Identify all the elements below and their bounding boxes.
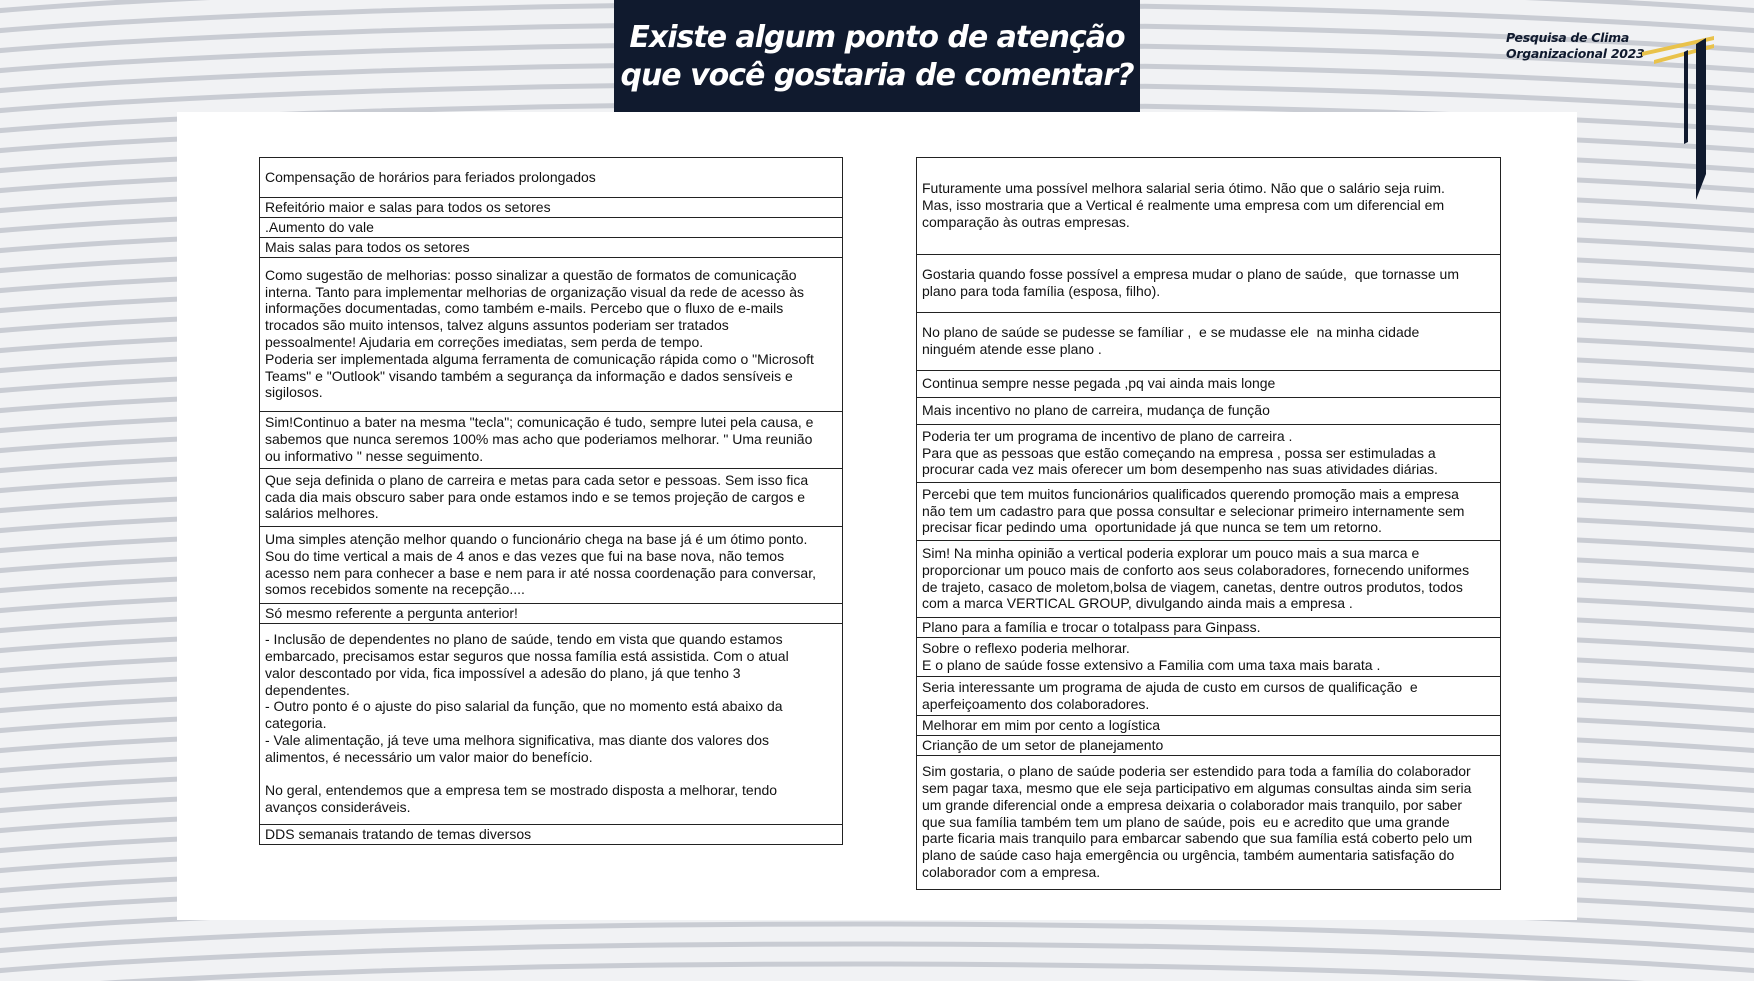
logo-stripe-navy-2: [1696, 38, 1706, 200]
comment-text: Uma simples atenção melhor quando o funcionário chega na base já é um ótimo ponto. Sou do time vertical a mais de 4 anos e das vezes que fui na base nova, não temos acesso nem para conhecer a base e nem para ir até nossa coordenação para conversar, somos recebidos somente na recepção....: [265, 530, 816, 598]
page-title-line-2: que você gostaria de comentar?: [620, 58, 1134, 93]
comment-text: Refeitório maior e salas para todos os setores: [265, 198, 551, 215]
comment-text: Crianção de um setor de planejamento: [922, 736, 1164, 753]
comment-text: Percebi que tem muitos funcionários qualificados querendo promoção mais a empresa não tem um cadastro para que possa consultar e selecionar primeiro internamente sem precisar ficar pedindo uma oportunidade já que nunca se tem um retorno.: [922, 485, 1465, 536]
comment-text: DDS semanais tratando de temas diversos: [265, 825, 532, 842]
comment-row: [260, 158, 842, 197]
comment-text: Plano para a família e trocar o totalpass para Ginpass.: [922, 618, 1261, 635]
comment-row: [917, 617, 1500, 637]
background-wave-line: [0, 944, 1754, 974]
comment-row: [260, 411, 842, 468]
comment-text: Que seja definida o plano de carreira e metas para cada setor e pessoas. Sem isso fica cada dia mais obscuro saber para onde estamos indo e se temos projeção de cargos e salários melhores.: [265, 471, 809, 522]
comment-row: [260, 603, 842, 623]
comment-text: Melhorar em mim por cento a logística: [922, 716, 1161, 733]
comment-row: [917, 482, 1500, 540]
vertical-stripes-logo-icon: [1640, 30, 1720, 210]
comment-row: [260, 526, 842, 603]
comment-text: - Inclusão de dependentes no plano de saúde, tendo em vista que quando estamos embarcado, precisamos estar seguros que nossa família está assistida. Com o atual valor descontado por vida, fica impossível a adesão do plano, já que tenho 3 dependentes. - Outro ponto é o ajuste do piso salarial da função, que no momento está abaixo da categoria. - Vale alimentação, já teve uma melhora significativa, mas diante dos valores dos alimentos, é necessário um valor maior do benefício. No geral, entendemos que a empresa tem se mostrado disposta a melhorar, tendo avanços consideráveis.: [265, 631, 789, 816]
comment-text: Compensação de horários para feriados prolongados: [265, 168, 596, 185]
comment-row: [917, 254, 1500, 312]
comment-row: [260, 468, 842, 526]
comment-row: [917, 676, 1500, 715]
comment-text: Só mesmo referente a pergunta anterior!: [265, 604, 518, 621]
comment-row: [260, 197, 842, 217]
comment-text: .Aumento do vale: [265, 218, 374, 235]
comment-text: Mais salas para todos os setores: [265, 238, 470, 255]
comment-text: Futuramente uma possível melhora salarial seria ótimo. Não que o salário seja ruim. Mas, isso mostraria que a Vertical é realmente uma empresa com um diferencial em comparação às outras empresas.: [922, 180, 1445, 230]
comment-row: [917, 755, 1500, 889]
comment-text: No plano de saúde se pudesse se famíliar , e se mudasse ele na minha cidade ninguém atende esse plano .: [922, 324, 1420, 357]
comment-text: Sim!Continuo a bater na mesma "tecla"; comunicação é tudo, sempre lutei pela causa, e sabemos que nunca seremos 100% mas acho que poderiamos melhorar. " Uma reunião ou informativo " nesse seguimento.: [265, 414, 814, 464]
comments-table-left: [259, 157, 843, 845]
comment-row: [260, 237, 842, 257]
comment-text: Poderia ter um programa de incentivo de plano de carreira . Para que as pessoas que estão começando na empresa , possa ser estimuladas a procurar cada vez mais oferecer um bom desempenho nas suas atividades diárias.: [922, 427, 1438, 478]
comment-text: Seria interessante um programa de ajuda de custo em cursos de qualificação e aperfeiçoamento dos colaboradores.: [922, 678, 1418, 712]
comment-text: Sim gostaria, o plano de saúde poderia ser estendido para toda a família do colaborador sem pagar taxa, mesmo que ele seja participativo em algumas consultas ainda sim seria um grande diferencial onde a empresa deixaria o colaborador mais tranquilo, por saber que sua família também tem um plano de saúde, pois eu e acredito que uma grande parte ficaria mais tranquilo para embarcar sabendo que sua família está coberto pelo um plano de saúde caso haja emergência ou urgência, também aumentaria satisfação do colaborador com a empresa.: [922, 763, 1473, 880]
page-title-line-1: Existe algum ponto de atenção: [629, 20, 1125, 55]
logo-stripe-navy-1: [1684, 50, 1688, 144]
comment-text: Mais incentivo no plano de carreira, mudança de função: [922, 402, 1270, 419]
comment-text: Como sugestão de melhorias: posso sinalizar a questão de formatos de comunicação interna. Tanto para implementar melhorias de organização visual da rede de acesso às informações documentadas, como também e-mails. Percebo que o fluxo de e-mails trocados são muito intensos, talvez alguns assuntos poderiam ser tratados pessoalmente! Ajudaria em correções imediatas, sem perda de tempo. Poderia ser implementada alguma ferramenta de comunicação rápida como o "Microsoft Teams" e "Outlook" visando também a segurança da informação e dados sensíveis e sigilosos.: [265, 266, 814, 401]
comment-row: [917, 158, 1500, 254]
comment-row: [917, 735, 1500, 755]
header-title-box: [614, 0, 1140, 112]
comment-row: [917, 312, 1500, 370]
comments-table-right: [916, 157, 1501, 890]
comment-row: [260, 623, 842, 824]
comment-row: [917, 540, 1500, 617]
background-wave-line: [0, 964, 1754, 981]
comment-row: [917, 424, 1500, 482]
comment-row: [917, 715, 1500, 735]
comment-row: [917, 637, 1500, 676]
comment-text: Continua sempre nesse pegada ,pq vai ainda mais longe: [922, 375, 1276, 392]
comment-text: Sim! Na minha opinião a vertical poderia explorar um pouco mais a sua marca e proporcionar um pouco mais de conforto aos seus colaboradores, fornecendo uniformes de trajeto, casaco de moletom,bolsa de viagem, canetas, dentre outros produtos, todos com a marca VERTICAL GROUP, divulgando ainda mais a empresa .: [922, 544, 1470, 612]
comment-text: Sobre o reflexo poderia melhorar. E o plano de saúde fosse extensivo a Familia com uma taxa mais barata .: [922, 639, 1381, 673]
comment-row: [260, 217, 842, 237]
background-wave-line: [0, 924, 1754, 954]
comment-text: Gostaria quando fosse possível a empresa mudar o plano de saúde, que tornasse um plano para toda família (esposa, filho).: [922, 266, 1459, 299]
comment-row: [260, 824, 842, 844]
comment-row: [917, 397, 1500, 424]
brand-line-2: Organizacional 2023: [1506, 46, 1645, 61]
comment-row: [917, 370, 1500, 397]
comment-row: [260, 257, 842, 411]
brand-line-1: Pesquisa de Clima: [1506, 30, 1629, 45]
survey-brand-label: [1506, 30, 1646, 62]
